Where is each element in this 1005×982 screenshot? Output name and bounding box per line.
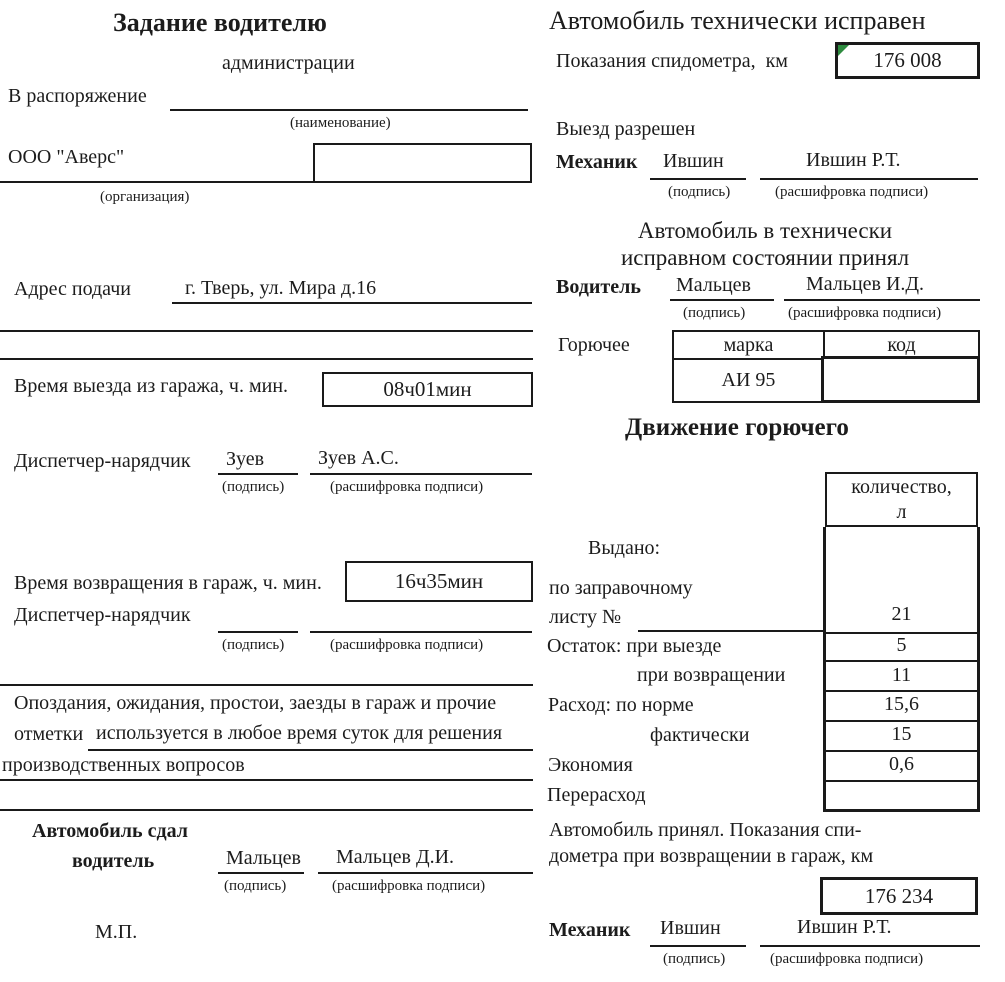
right-section-title: Автомобиль технически исправен — [549, 6, 926, 35]
economy-value-cell[interactable]: 0,6 — [889, 753, 914, 775]
issued-value-cell[interactable]: 21 — [891, 603, 912, 625]
remarks-value-line1[interactable]: используется в любое время суток для решения — [96, 722, 503, 744]
signature-name-underline — [310, 631, 532, 633]
accepted-text-line2: дометра при возвращении в гараж, км — [549, 845, 874, 867]
departure-time-value-box[interactable]: 08ч01мин — [322, 372, 533, 407]
signature-underline — [650, 178, 746, 180]
row-divider — [826, 780, 977, 782]
address-value[interactable]: г. Тверь, ул. Мира д.16 — [185, 277, 377, 299]
economy-label: Экономия — [548, 754, 633, 776]
signature-underline — [218, 473, 298, 475]
address-label: Адрес подачи — [14, 278, 132, 300]
disposal-underline — [170, 109, 528, 111]
signature-underline — [670, 299, 774, 301]
handover-signature[interactable]: Мальцев — [226, 847, 301, 869]
quantity-header-line2: л — [896, 500, 907, 523]
issued-label-line3: листу № — [549, 606, 622, 628]
quantity-value-column — [823, 527, 980, 812]
accepted-text-line1: Автомобиль принял. Показания спи- — [549, 819, 862, 841]
row-divider — [826, 690, 977, 692]
driver-signature[interactable]: Мальцев — [676, 274, 751, 296]
row-divider — [826, 660, 977, 662]
handover-name[interactable]: Мальцев Д.И. — [336, 846, 455, 868]
mechanic-name[interactable]: Ившин Р.Т. — [806, 149, 901, 171]
consumption-norm-cell[interactable]: 15,6 — [884, 693, 919, 715]
remarks-intro: Опоздания, ожидания, простои, заезды в гараж и прочие — [14, 692, 497, 714]
issued-label: Выдано: — [588, 537, 661, 559]
blank-line — [0, 330, 533, 332]
signature-underline — [650, 945, 746, 947]
sign-full-hint: (расшифровка подписи) — [775, 184, 929, 200]
signature-name-underline — [760, 178, 978, 180]
dispatcher2-label: Диспетчер-нарядчик — [14, 604, 191, 626]
fuel-movement-title: Движение горючего — [625, 414, 849, 441]
issued-sheet-underline — [638, 630, 823, 632]
issued-label-line2: по заправочному — [549, 577, 693, 599]
fuel-label: Горючее — [558, 334, 630, 356]
fuel-code-header: код — [887, 333, 916, 356]
excel-flag-icon — [838, 45, 849, 56]
sign-hint: (подпись) — [663, 951, 726, 967]
sign-hint: (подпись) — [668, 184, 731, 200]
odometer-label: Показания спидометра, км — [556, 50, 788, 72]
signature-name-underline — [310, 473, 532, 475]
handover-role-label: водитель — [72, 850, 155, 872]
sign-full-hint: (расшифровка подписи) — [332, 878, 486, 894]
sign-full-hint: (расшифровка подписи) — [330, 637, 484, 653]
row-divider — [826, 750, 977, 752]
blank-line — [0, 809, 533, 811]
sign-full-hint: (расшифровка подписи) — [788, 305, 942, 321]
departure-allowed-label: Выезд разрешен — [556, 118, 696, 140]
organization-value[interactable]: ООО "Аверс" — [8, 146, 125, 168]
organization-value-box[interactable] — [313, 143, 532, 183]
consumption-actual-cell[interactable]: 15 — [891, 723, 912, 745]
return-time-value-box[interactable]: 16ч35мин — [345, 561, 533, 602]
signature-underline — [218, 872, 304, 874]
accept-title-line2: исправном состоянии принял — [620, 245, 910, 270]
return-time-label: Время возвращения в гараж, ч. мин. — [14, 572, 322, 594]
administration-label: администрации — [222, 52, 355, 74]
disposal-label: В распоряжение — [8, 85, 147, 107]
mechanic-signature[interactable]: Ившин — [663, 150, 724, 172]
mechanic2-label: Механик — [549, 919, 631, 941]
sign-hint: (подпись) — [224, 878, 287, 894]
section-line — [0, 684, 533, 686]
name-hint-label: (наименование) — [290, 115, 391, 131]
return-odometer-value-box[interactable]: 176 234 — [820, 877, 978, 915]
quantity-header-cell — [825, 472, 978, 527]
quantity-header-line1: количество, — [851, 475, 952, 498]
sign-hint: (подпись) — [683, 305, 746, 321]
stamp-place-label: М.П. — [95, 921, 138, 943]
mechanic2-name[interactable]: Ившин Р.Т. — [797, 916, 892, 938]
remarks-value-line2[interactable]: производственных вопросов — [2, 754, 245, 776]
sign-hint: (подпись) — [222, 479, 285, 495]
dispatcher1-label: Диспетчер-нарядчик — [14, 450, 191, 472]
driver-name[interactable]: Мальцев И.Д. — [806, 273, 925, 295]
consumption-actual-label: фактически — [650, 724, 750, 746]
consumption-norm-label: Расход: по норме — [548, 694, 694, 716]
overrun-label: Перерасход — [547, 784, 646, 806]
handover-title: Автомобиль сдал — [32, 820, 188, 842]
mechanic-label: Механик — [556, 151, 638, 173]
signature-underline — [218, 631, 298, 633]
left-section-title: Задание водителю — [113, 8, 327, 37]
fuel-brand-value-cell[interactable]: АИ 95 — [721, 369, 776, 391]
rest-departure-cell[interactable]: 5 — [896, 634, 907, 656]
dispatcher1-signature[interactable]: Зуев — [226, 448, 265, 470]
address-underline — [172, 302, 532, 304]
signature-name-underline — [784, 299, 980, 301]
odometer-value: 176 008 — [873, 48, 942, 72]
remarks-underline — [88, 749, 533, 751]
fuel-code-value-cell[interactable] — [821, 356, 980, 403]
odometer-value-box[interactable] — [835, 42, 980, 79]
sign-hint: (подпись) — [222, 637, 285, 653]
fuel-brand-header: марка — [723, 333, 774, 356]
departure-time-label: Время выезда из гаража, ч. мин. — [14, 375, 289, 397]
sign-full-hint: (расшифровка подписи) — [330, 479, 484, 495]
rest-return-label: при возвращении — [637, 664, 786, 686]
signature-name-underline — [318, 872, 533, 874]
remarks-label: отметки — [14, 723, 84, 745]
organization-hint-label: (организация) — [100, 189, 190, 205]
blank-line — [0, 358, 533, 360]
mechanic2-signature[interactable]: Ившин — [660, 917, 721, 939]
rest-departure-label: Остаток: при выезде — [547, 635, 722, 657]
driver-label: Водитель — [556, 276, 641, 298]
accept-title-line1: Автомобиль в технически — [637, 218, 893, 243]
row-divider — [826, 720, 977, 722]
rest-return-cell[interactable]: 11 — [891, 664, 912, 686]
dispatcher1-name[interactable]: Зуев А.С. — [318, 447, 399, 469]
signature-name-underline — [760, 945, 980, 947]
remarks-underline — [0, 779, 533, 781]
sign-full-hint: (расшифровка подписи) — [770, 951, 924, 967]
